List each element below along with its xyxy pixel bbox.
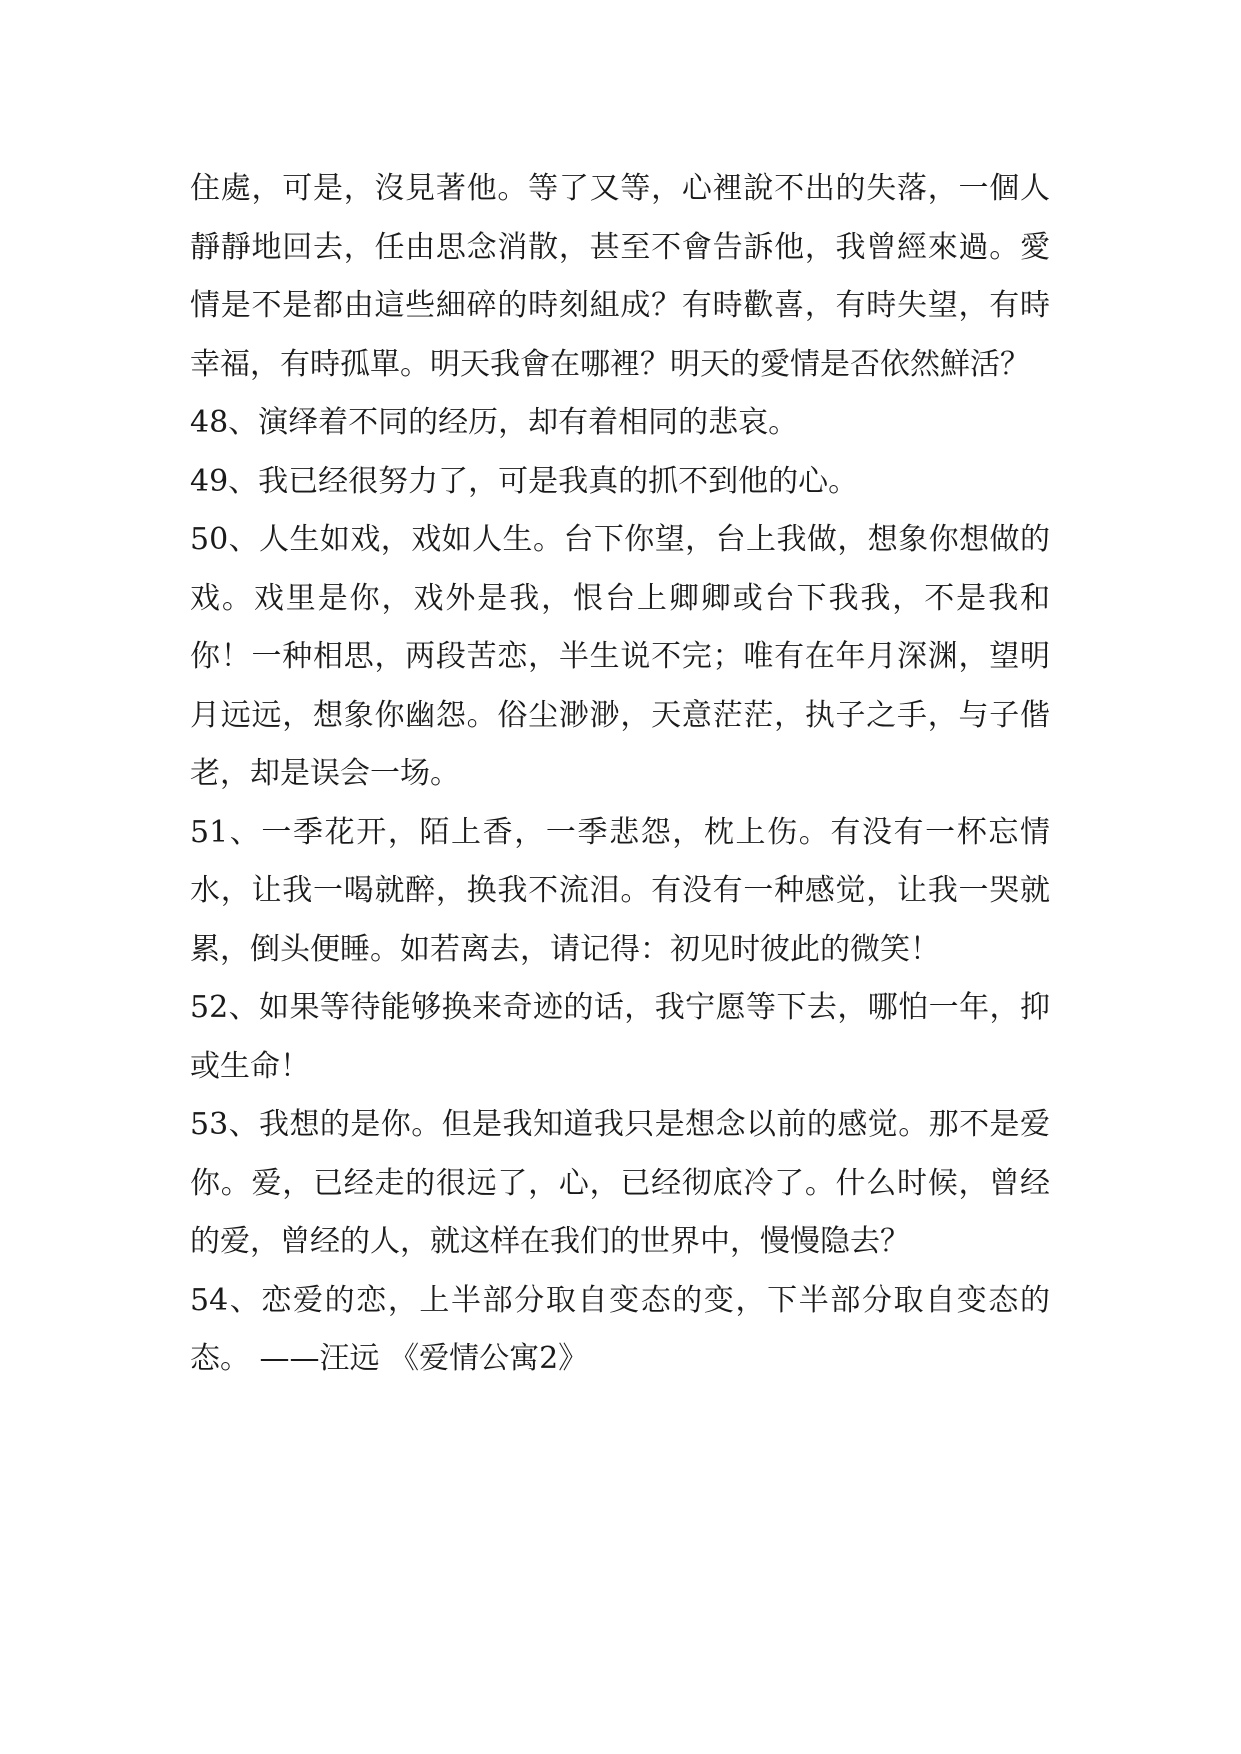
paragraph-51: 51、一季花开，陌上香，一季悲怨，枕上伤。有没有一杯忘情水，让我一喝就醉，换我不流泪。有没有一种感觉，让我一哭就累，倒头便睡。如若离去，请记得：初见时彼此的微笑！ [190,814,1050,967]
paragraph-53: 53、我想的是你。但是我知道我只是想念以前的感觉。那不是爱你。爱，已经走的很远了，心，已经彻底冷了。什么时候，曾经的爱，曾经的人，就这样在我们的世界中，慢慢隐去？ [190,1107,1050,1259]
paragraph-54: 54、恋爱的恋，上半部分取自变态的变，下半部分取自变态的态。 ——汪远 《爱情公寓2》 [190,1282,1050,1376]
paragraph-52: 52、如果等待能够换来奇迹的话，我宁愿等下去，哪怕一年，抑或生命！ [190,990,1050,1084]
paragraph-49: 49、我已经很努力了，可是我真的抓不到他的心。 [190,463,859,499]
document-body [190,160,1050,1389]
paragraph-48: 48、演绎着不同的经历，却有着相同的悲哀。 [190,405,799,440]
paragraph-continued: 住處，可是，沒見著他。等了又等，心裡說不出的失落，一個人靜靜地回去，任由思念消散，甚至不會告訴他，我曾經來過。愛情是不是都由這些細碎的時刻組成？有時歡喜，有時失望，有時幸福，有時孤單。明天我會在哪裡？明天的愛情是否依然鮮活？ [190,171,1050,382]
paragraph-50: 50、人生如戏，戏如人生。台下你望，台上我做，想象你想做的戏。戏里是你，戏外是我，恨台上卿卿或台下我我，不是我和你！一种相思，两段苦恋，半生说不完；唯有在年月深渊，望明月远远，想象你幽怨。俗尘渺渺，天意茫茫，执子之手，与子偕老，却是误会一场。 [190,522,1050,791]
